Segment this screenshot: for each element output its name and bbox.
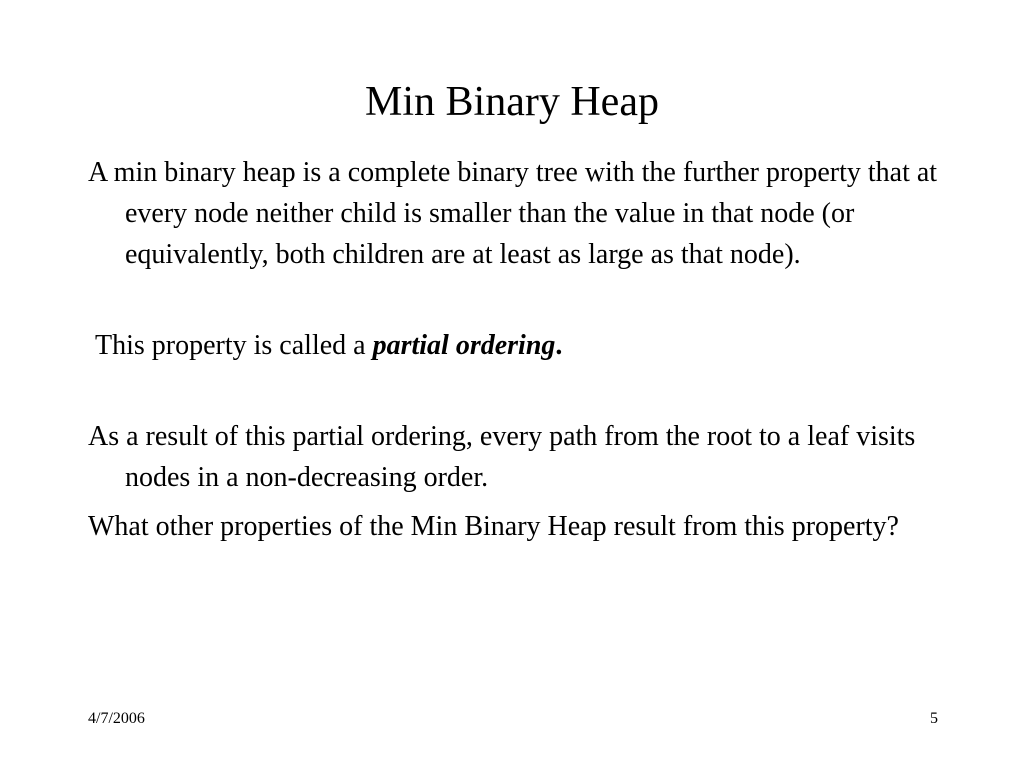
footer-date: 4/7/2006: [88, 710, 145, 727]
partial-ordering-paragraph: [95, 325, 955, 366]
footer-page-number: 5: [930, 710, 938, 727]
definition-paragraph: A min binary heap is a complete binary tree with the further property that at every node neither child is smaller than the value in that node (or equivalently, both children are at least as large as that node).: [88, 157, 938, 270]
partial-ordering-suffix: .: [555, 330, 563, 361]
question-paragraph: What other properties of the Min Binary Heap result from this property?: [88, 511, 899, 542]
partial-ordering-prefix: This property is called a: [95, 330, 373, 361]
partial-ordering-term: partial ordering: [372, 330, 556, 361]
slide-title: Min Binary Heap: [365, 79, 659, 125]
path-order-paragraph: As a result of this partial ordering, every path from the root to a leaf visits nodes in a non-decreasing order.: [88, 421, 916, 493]
